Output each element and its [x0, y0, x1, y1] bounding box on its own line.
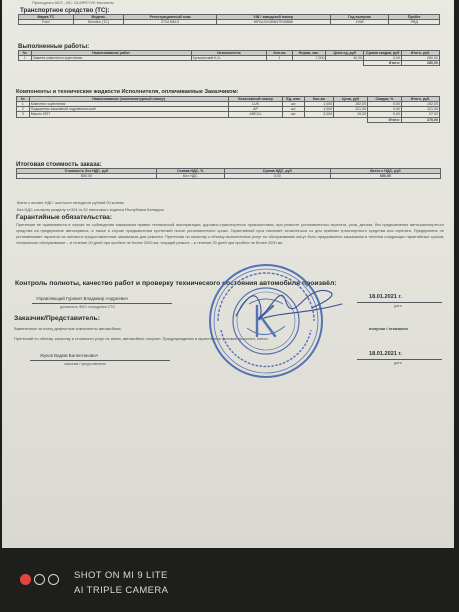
- camera-watermark-line2: AI TRIPLE CAMERA: [74, 585, 169, 596]
- works-header-cell: Цена ед.,руб: [326, 51, 364, 56]
- control-date: 18.01.2021 г.: [369, 294, 402, 300]
- total-cell: Без НДС: [156, 174, 224, 179]
- camera-logo-icon: [20, 574, 59, 585]
- works-header-cell: Исполнитель: [191, 51, 267, 56]
- works-header-cell: Сумма скидки, руб: [364, 51, 402, 56]
- total-header-cell: Сумма НДС, руб: [224, 169, 330, 174]
- parts-cell: Масло КПП: [29, 112, 228, 117]
- vehicle-header-cell: Модель: [73, 15, 124, 20]
- parts-cell: 1: [17, 102, 30, 107]
- customer-person-line: [30, 360, 170, 361]
- total-cell: 0,00: [224, 174, 330, 179]
- customer-date-caption: дата: [394, 361, 402, 365]
- customer-title: Заказчик/Представитель:: [14, 315, 100, 322]
- customer-date: 18.01.2021 г.: [369, 351, 402, 357]
- control-person-line: [32, 303, 172, 304]
- parts-cell: шт.: [283, 107, 304, 112]
- parts-cell: AP: [228, 107, 283, 112]
- parts-header-cell: Скидка, %: [368, 97, 402, 102]
- total-cell: 650,00: [17, 174, 157, 179]
- vehicle-header-cell: Пробег: [389, 15, 440, 20]
- works-header-cell: Норма, час.: [292, 51, 326, 56]
- total-header-cell: Ставка НДС, %: [156, 169, 224, 174]
- works-table: [18, 50, 440, 66]
- camera-watermark-line1: SHOT ON MI 9 LITE: [74, 570, 168, 581]
- customer-date-line: [357, 359, 442, 360]
- parts-cell: AREOL: [228, 112, 283, 117]
- parts-total-label: Итого:: [368, 117, 402, 122]
- parts-header-cell: Кол-во: [304, 97, 334, 102]
- parts-cell: 192,00: [334, 102, 368, 107]
- parts-cell: 1,000: [304, 107, 334, 112]
- works-section-title: Выполненные работы:: [18, 43, 90, 50]
- works-header-cell: Кол-во: [267, 51, 292, 56]
- control-date-caption: дата: [394, 304, 402, 308]
- parts-header-cell: Каталожный номер: [228, 97, 283, 102]
- vehicle-section-title: Транспортное средство (ТС):: [20, 7, 110, 14]
- works-cell: 7,000: [292, 56, 326, 61]
- parts-cell: 57,00: [401, 112, 439, 117]
- vehicle-cell: Ford: [19, 20, 74, 25]
- customer-person: Жуков Вадим Валентинович: [40, 353, 98, 358]
- vehicle-table: [18, 14, 440, 25]
- control-date-line: [357, 302, 442, 303]
- control-caption: должность ФИО сотрудника СТО: [60, 305, 116, 309]
- parts-header-cell: Ед. изм.: [283, 97, 304, 102]
- works-header-cell: №: [19, 51, 32, 56]
- parts-section-title: Компоненты и технические жидкости Исполнителя, оплачиваемые Заказчиком:: [16, 89, 239, 95]
- works-header-cell: Итого, руб.: [402, 51, 440, 56]
- total-header-cell: Всего с НДС, руб: [330, 169, 440, 174]
- vehicle-header-cell: Марка ТС: [19, 15, 74, 20]
- total-table-row: [17, 174, 441, 179]
- parts-cell: 2: [17, 107, 30, 112]
- vat-note: Без НДС согласно разделу ст.324 гл.32 налогового кодекса Республики Беларусь: [17, 207, 165, 212]
- parts-header-cell: №: [17, 97, 30, 102]
- parts-table: [16, 96, 440, 123]
- works-total-value: 280,00: [402, 61, 440, 66]
- parts-cell: 121,00: [401, 107, 439, 112]
- control-title: Контроль полноты, качество работ и проверку технического состояния автомобиля произвёл:: [15, 280, 337, 287]
- parts-total-value: 370,00: [401, 117, 439, 122]
- parts-cell: 0,00: [368, 102, 402, 107]
- vehicle-cell: WF0AXXGBB4TR49888: [216, 20, 330, 25]
- customer-line1: Замененные за плату дефектные компоненты автомобиля,: [14, 326, 122, 331]
- vehicle-cell: 2734 MM-5: [124, 20, 217, 25]
- customer-status: получил / отказался: [369, 326, 408, 331]
- handwritten-signature: [234, 274, 344, 334]
- total-cell: 650,00: [330, 174, 440, 179]
- parts-header-cell: Цена, руб: [334, 97, 368, 102]
- parts-cell: LUK: [228, 102, 283, 107]
- camera-watermark-strip: [0, 548, 459, 612]
- works-total-label: Итого:: [364, 61, 402, 66]
- parts-cell: 19,00: [334, 112, 368, 117]
- parts-cell: 0,00: [368, 112, 402, 117]
- works-cell: 280,00: [402, 56, 440, 61]
- parts-cell: 3: [17, 112, 30, 117]
- parts-cell: 1,000: [304, 102, 334, 107]
- control-person: Управляющий Гуревич Владимир Андреевич: [36, 296, 128, 301]
- parts-cell: шт.: [283, 102, 304, 107]
- vehicle-table-row: [19, 20, 440, 25]
- parts-cell: Подшипник выжимной гидравлический: [29, 107, 228, 112]
- vehicle-cell: 1998: [330, 20, 389, 25]
- warranty-title: Гарантийные обязательства:: [16, 214, 113, 221]
- vehicle-cell: РВД: [389, 20, 440, 25]
- works-cell: Замена комплекта сцепления: [31, 56, 191, 61]
- vehicle-header-cell: Регистрационный знак: [124, 15, 217, 20]
- works-total-row: [19, 61, 440, 66]
- works-header-cell: Наименование работ: [31, 51, 191, 56]
- customer-caption: заказчик / представитель: [64, 362, 106, 366]
- total-header-cell: Стоимость без НДС, руб: [17, 169, 157, 174]
- parts-cell: 3,000: [304, 112, 334, 117]
- document-page: [2, 0, 454, 548]
- works-cell: 40,00: [326, 56, 364, 61]
- parts-cell: 192,00: [401, 102, 439, 107]
- total-table: [16, 168, 441, 179]
- parts-cell: шт.: [283, 112, 304, 117]
- header-cutoff-text: Приходного 60/2 , ИС: OLMPEY2K Контакты: [32, 0, 114, 5]
- parts-header-cell: Итого, руб.: [401, 97, 439, 102]
- parts-cell: 0,00: [368, 107, 402, 112]
- works-cell: Кульчинский К.А.: [191, 56, 267, 61]
- parts-cell: 121,00: [334, 107, 368, 112]
- works-cell: 1: [267, 56, 292, 61]
- vehicle-cell: Mondeo (ТС): [73, 20, 124, 25]
- customer-line2: Претензий по объему, качеству и стоимости услуг не имею, автомобиль получил. Предупреждения и гарантийные условия прочитал, понял.: [14, 336, 269, 341]
- vehicle-header-cell: VIN / заводской номер: [216, 15, 330, 20]
- parts-total-row: [17, 117, 440, 122]
- parts-cell: Комплект сцепления: [29, 102, 228, 107]
- works-cell: 0,00: [364, 56, 402, 61]
- warranty-text: Претензии не принимаются в случае не соблюдения заказчиком правил технической эксплуатации, дорожно-транспортного происшествия, при ремонте установленного агрегата, узла, детали, без предъявления автотранспортного средства на предприятие автосервиса, а также в случае предъявления претензий после установленного срока. Гарантийный срок начинает исчисляться со дня приёмки транспортного средства или агрегата. Предприятие не устанавливает гарантии на запчасти предоставленные заказчиком для ремонта. Претензии по качеству к объему выполненных услуг по обслуживанию могут быть предъявлены заказчиком в течении следующих гарантийных сроков: техническое обслуживание – в течение 20 дней при пробеге не более 2000 км; текущий ремонт – в течение 20 дней при пробеге не более 2000 км.: [16, 222, 444, 246]
- total-section-title: Итоговая стоимость заказа:: [16, 161, 102, 168]
- amount-in-words: Всего к оплате НДС: шестьсот пятьдесят рублей 00 копеек: [17, 200, 124, 205]
- parts-header-cell: Наименование (номенклатурный номер): [29, 97, 228, 102]
- vehicle-header-cell: Год выпуска: [330, 15, 389, 20]
- works-cell: 1: [19, 56, 32, 61]
